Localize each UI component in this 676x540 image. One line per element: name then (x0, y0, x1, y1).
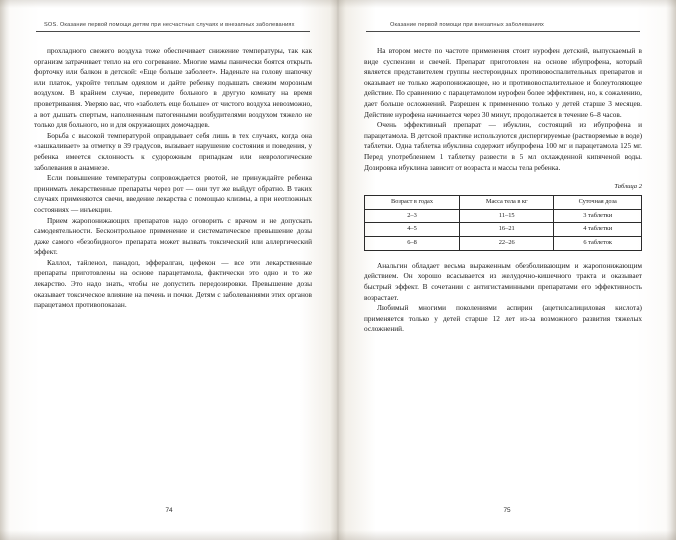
body-text-right (364, 46, 642, 335)
folio-left: 74 (165, 507, 173, 514)
running-head-left: SOS. Оказание первой помощи детям при несчастных случаях и внезапных заболеваниях (44, 22, 295, 28)
table-cell: 4 таблетки (554, 223, 642, 237)
running-head-right: Оказание первой помощи при внезапных заболеваниях (390, 22, 545, 28)
table-column-header: Суточная доза (554, 195, 642, 209)
paragraph: Анальгин обладает весьма выраженным обезболивающим и жаропонижающим действием. Он хорошо всасывается из желудочно-кишечного тракта и оказывает быстрый эффект. В сочетании с антигистаминными препаратами его эффективность возрастает. (364, 260, 642, 302)
page-right (338, 0, 676, 540)
paragraph: Очень эффективный препарат — ибуклин, состоящий из ибупрофена и парацетамола. В детской практике используются диспергируемые (растворяемые в воде) таблетки. Одна таблетка ибуклина содержит ибупрофена 100 мг и парацетамола 125 мг. Перед употреблением 1 таблетку развести в 5 мл охлажденной кипяченой воды. Дозировка ибуклина зависит от возраста и массы тела ребенка. (364, 120, 642, 172)
table-cell: 6 таблеток (554, 237, 642, 251)
body-text-left (34, 46, 312, 311)
table-cell: 4–5 (365, 223, 460, 237)
paragraph: Прием жаропонижающих препаратов надо оговорить с врачом и не допускать самодеятельности. Бесконтрольное применение и систематическое превышение дозы даже самого «безобидного» препарата может вызвать токсический или аллергический эффект. (34, 215, 312, 257)
table-row (365, 237, 642, 251)
table-row (365, 223, 642, 237)
paragraph: Борьба с высокой температурой оправдывает себя лишь в тех случаях, когда она «зашкаливает» за отметку в 39 градусов, вызывает нарушение состояния и поведения, у ребенка имеется склонность к судорожным припадкам или неврологические заболевания в анамнезе. (34, 130, 312, 172)
table-caption: Таблица 2 (614, 183, 642, 191)
table-cell: 6–8 (365, 237, 460, 251)
table-cell: 3 таблетки (554, 209, 642, 223)
paragraph: Если повышение температуры сопровождается рвотой, не принуждайте ребенка принимать лекарственные препараты через рот — они тут же выйдут обратно. В таких случаях применяются свечи, введение лекарства с помощью клизмы, а при неотложных состояниях — инъекции. (34, 173, 312, 214)
table-row (365, 209, 642, 223)
table-column-header: Масса тела в кг (460, 195, 554, 209)
header-rule-left (36, 31, 310, 32)
table-cell: 16–21 (460, 223, 554, 237)
dosage-table (364, 195, 642, 251)
table-cell: 2–3 (365, 209, 460, 223)
paragraph: На втором месте по частоте применения стоит нурофен детский, выпускаемый в виде суспензии и свечей. Препарат приготовлен на основе ибупрофена, который является представителем группы нестероидных противовоспалительных препаратов и оказывает не только жаропонижающее, но и противовоспалительное и болеутоляющее действие. По сравнению с парацетамолом нурофен более эффективен, но, к сожалению, дает больше осложнений. Разрешен к применению только у детей старше 3 месяцев. Действие нурофена начинается через 30 минут, продолжается в течение 6–8 часов. (364, 46, 642, 119)
table-header-row (365, 195, 642, 209)
header-rule-right (366, 31, 640, 32)
folio-right: 75 (503, 507, 511, 514)
table-column-header: Возраст в годах (365, 195, 460, 209)
paragraph: Каллол, тайленол, панадол, эффералган, цефекон — все эти лекарственные препараты приготовлены на основе парацетамола, фактически это одно и то же лекарство. Это надо знать, чтобы не допустить передозировки. Превышение дозы оказывает токсическое влияние на печень и почки. Детям с заболеваниями этих органов парацетамол противопоказан. (34, 257, 312, 310)
table-cell: 11–15 (460, 209, 554, 223)
table-cell: 22–26 (460, 237, 554, 251)
paragraph: Любимый многими поколениями аспирин (ацетилсалициловая кислота) применяется только у детей старше 12 лет из-за возможного развития тяжелых осложнений. (364, 303, 642, 334)
paragraph: прохладного свежего воздуха тоже обеспечивает снижение температуры, так как организм затрачивает тепло на его согревание. Многие мамы панически боятся открыть форточку или балкон в детской: «Еще больше заболеет». Наденьте на голову шапочку или платок, укройте теплым одеялом и дайте ребенку подышать свежим морозным воздухом. В крайнем случае, переведите больного в другую комнату на время проветривания. Уверяю вас, что «заболеть еще больше» от чистого воздуха невозможно, а вот дышать спертым, наполненным патогенными возбудителями воздухом тяжело не только для больного, но и для окружающих домочадцев. (34, 46, 312, 130)
